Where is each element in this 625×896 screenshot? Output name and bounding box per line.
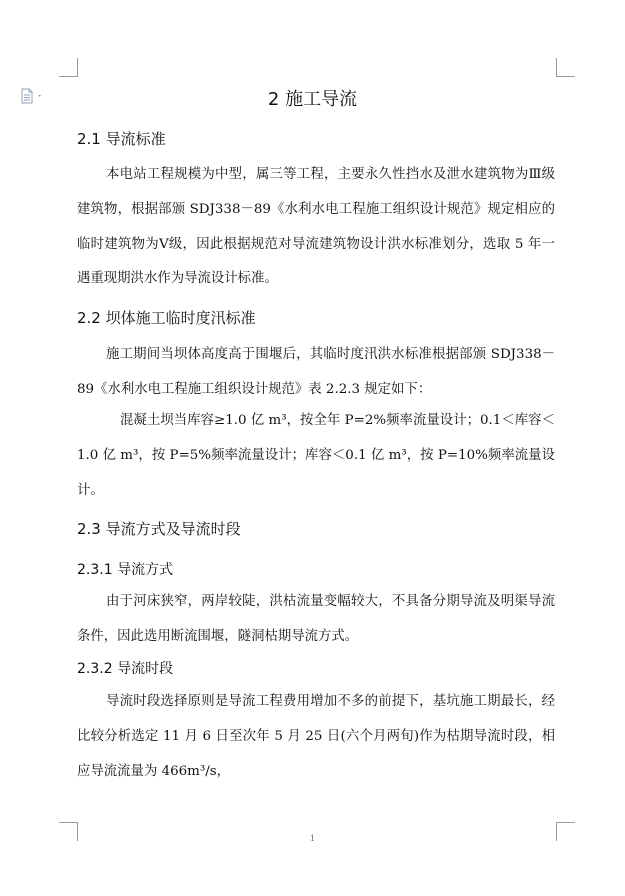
section-heading-2-3: 2.3 导流方式及导流时段 [77, 520, 241, 538]
subsection-heading-2-3-1: 2.3.1 导流方式 [77, 562, 174, 578]
paragraph-2-1: 本电站工程规模为中型，属三等工程，主要永久性挡水及泄水建筑物为Ⅲ级建筑物，根据部颁 SDJ338－89《水利水电工程施工组织设计规范》规定相应的临时建筑物为Ⅴ级，因此根据规范对导流建筑物设计洪水标准划分，选取 5 年一遇重现期洪水作为导流设计标准。 [77, 167, 555, 287]
paragraph-2-2-rule: 混凝土坝当库容≥1.0 亿 m³，按全年 P=2%频率流量设计；0.1＜库容＜1.0 亿 m³，按 P=5%频率流量设计；库容＜0.1 亿 m³，按 P=10%频率流量设计。 [77, 413, 555, 498]
section-heading-2-1: 2.1 导流标准 [77, 130, 166, 148]
paragraph-2-2: 施工期间当坝体高度高于围堰后，其临时度汛洪水标准根据部颁 SDJ338－89《水利水电工程施工组织设计规范》表 2.2.3 规定如下： [77, 347, 555, 397]
paragraph-2-3-2: 导流时段选择原则是导流工程费用增加不多的前提下，基坑施工期最长，经比较分析选定 11 月 6 日至次年 5 月 25 日(六个月两旬)作为枯期导流时段，相应导流流量为 466m³/s， [77, 694, 555, 779]
page-number: 1 [309, 834, 316, 843]
crop-mark-top-left [59, 58, 78, 77]
crop-mark-top-right [556, 58, 575, 77]
subsection-heading-2-3-2: 2.3.2 导流时段 [77, 661, 174, 677]
paragraph-2-3-1: 由于河床狭窄，两岸较陡，洪枯流量变幅较大，不具备分期导流及明渠导流条件，因此选用断流围堰，隧洞枯期导流方式。 [77, 594, 555, 644]
section-heading-2-2: 2.2 坝体施工临时度汛标准 [77, 309, 256, 327]
page-title: 2 施工导流 [267, 89, 358, 110]
